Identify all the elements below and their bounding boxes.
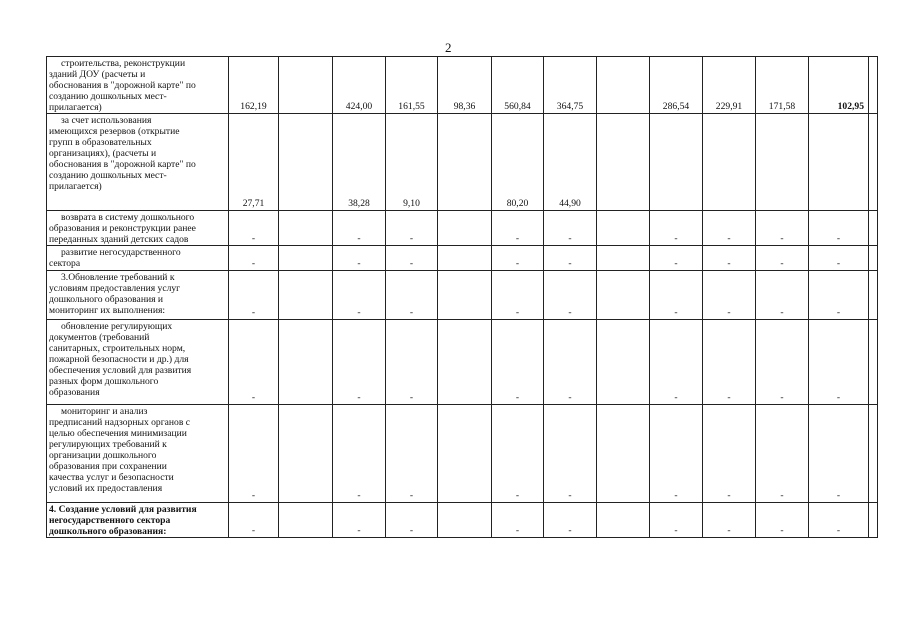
value-cell: - [229,405,279,503]
value-cell [703,114,756,211]
row-label: 4. Создание условий для развития негосударственного сектора дошкольного образования: [49,504,197,537]
table-row [47,320,878,405]
value-cell: - [333,246,386,271]
table-row [47,211,878,246]
value-cell: - [386,271,438,320]
row-label: мониторинг и анализ предписаний надзорных органов с целью обеспечения минимизации регулирующих требований к организации дошкольного образования при сохранении качества услуг и безопасности условий их предоставления [49,406,191,494]
value-cell: - [756,271,809,320]
empty-cell [869,271,878,320]
row-label-cell [47,246,229,271]
value-cell [597,405,650,503]
value-cell: - [492,211,544,246]
empty-cell [869,320,878,405]
table-row [47,271,878,320]
value-cell: - [756,503,809,538]
value-cell: - [809,246,869,271]
value-cell: - [333,503,386,538]
row-label: строительства, реконструкции зданий ДОУ (расчеты и обоснования в "дорожной карте" по созданию дошкольных мест- прилагается) [49,58,196,113]
value-cell: - [703,271,756,320]
value-cell: - [544,271,597,320]
value-cell [438,271,492,320]
value-cell: 171,58 [756,57,809,114]
value-cell [597,57,650,114]
value-cell: 229,91 [703,57,756,114]
value-cell: - [650,211,703,246]
value-cell: 9,10 [386,114,438,211]
empty-cell [869,57,878,114]
value-cell: - [544,211,597,246]
value-cell: - [650,320,703,405]
value-cell: - [650,246,703,271]
value-cell [809,114,869,211]
value-cell: - [650,503,703,538]
row-label-cell [47,271,229,320]
row-label-cell [47,320,229,405]
value-cell: 98,36 [438,57,492,114]
value-cell: - [756,246,809,271]
value-cell: - [703,405,756,503]
value-cell: - [650,271,703,320]
empty-cell [869,114,878,211]
value-cell [597,271,650,320]
value-cell: - [492,246,544,271]
value-cell [279,503,333,538]
empty-cell [869,503,878,538]
page-number: 2 [445,40,452,55]
table-row [47,503,878,538]
value-cell: - [333,320,386,405]
row-label-cell [47,114,229,211]
value-cell [279,114,333,211]
table-body [47,57,878,538]
value-cell: - [544,405,597,503]
value-cell: - [544,320,597,405]
value-cell [438,503,492,538]
value-cell: - [703,246,756,271]
value-cell: - [809,503,869,538]
table-row [47,114,878,211]
value-cell: 161,55 [386,57,438,114]
value-cell [279,320,333,405]
row-label: 3.Обновление требований к условиям предоставления услуг дошкольного образования и мониторинг их выполнения: [49,272,181,316]
row-label: возврата в систему дошкольного образования и реконструкции ранее переданных зданий детских садов [49,212,196,245]
empty-cell [869,246,878,271]
value-cell: - [703,211,756,246]
value-cell: - [809,320,869,405]
value-cell: - [229,271,279,320]
value-cell: - [809,211,869,246]
value-cell: - [333,405,386,503]
value-cell [279,211,333,246]
value-cell: - [492,320,544,405]
value-cell: 424,00 [333,57,386,114]
value-cell: - [544,246,597,271]
value-cell: - [492,503,544,538]
budget-table [46,56,878,538]
value-cell: - [544,503,597,538]
value-cell [597,503,650,538]
value-cell: - [756,320,809,405]
value-cell [650,114,703,211]
value-cell: - [333,271,386,320]
value-cell: - [809,405,869,503]
value-cell [438,320,492,405]
value-cell: - [650,405,703,503]
row-label: за счет использования имеющихся резервов (открытие групп в образовательных организациях), (расчеты и обоснования в "дорожной карте" по созданию дошкольных мест- прилагается) [49,115,196,192]
table-row [47,405,878,503]
value-cell: - [386,405,438,503]
value-cell: - [703,320,756,405]
value-cell: - [756,211,809,246]
value-cell: 27,71 [229,114,279,211]
value-cell [756,114,809,211]
value-cell [279,57,333,114]
value-cell: - [229,320,279,405]
value-cell: 364,75 [544,57,597,114]
value-cell [438,211,492,246]
value-cell [279,246,333,271]
value-cell: - [229,211,279,246]
value-cell: 286,54 [650,57,703,114]
value-cell: - [229,503,279,538]
table-row [47,57,878,114]
value-cell: - [492,271,544,320]
value-cell: - [386,503,438,538]
value-cell [279,271,333,320]
row-label-cell [47,57,229,114]
value-cell: 102,95 [809,57,869,114]
value-cell [597,246,650,271]
value-cell: - [386,320,438,405]
empty-cell [869,405,878,503]
value-cell [438,246,492,271]
table-row [47,246,878,271]
value-cell [597,211,650,246]
row-label-cell [47,405,229,503]
empty-cell [869,211,878,246]
value-cell: 162,19 [229,57,279,114]
value-cell: - [703,503,756,538]
value-cell [438,114,492,211]
value-cell [279,405,333,503]
row-label: обновление регулирующих документов (требований санитарных, строительных норм, пожарной безопасности и др.) для обеспечения условий для развития разных форм дошкольного образования [49,321,192,398]
value-cell: - [333,211,386,246]
value-cell [597,114,650,211]
value-cell: 80,20 [492,114,544,211]
value-cell: 560,84 [492,57,544,114]
row-label-cell [47,503,229,538]
value-cell [597,320,650,405]
value-cell: - [386,211,438,246]
row-label: развитие негосударственного сектора [49,247,181,269]
value-cell: - [492,405,544,503]
value-cell [438,405,492,503]
value-cell: - [386,246,438,271]
value-cell: - [756,405,809,503]
value-cell: - [229,246,279,271]
value-cell: 38,28 [333,114,386,211]
value-cell: - [809,271,869,320]
value-cell: 44,90 [544,114,597,211]
row-label-cell [47,211,229,246]
